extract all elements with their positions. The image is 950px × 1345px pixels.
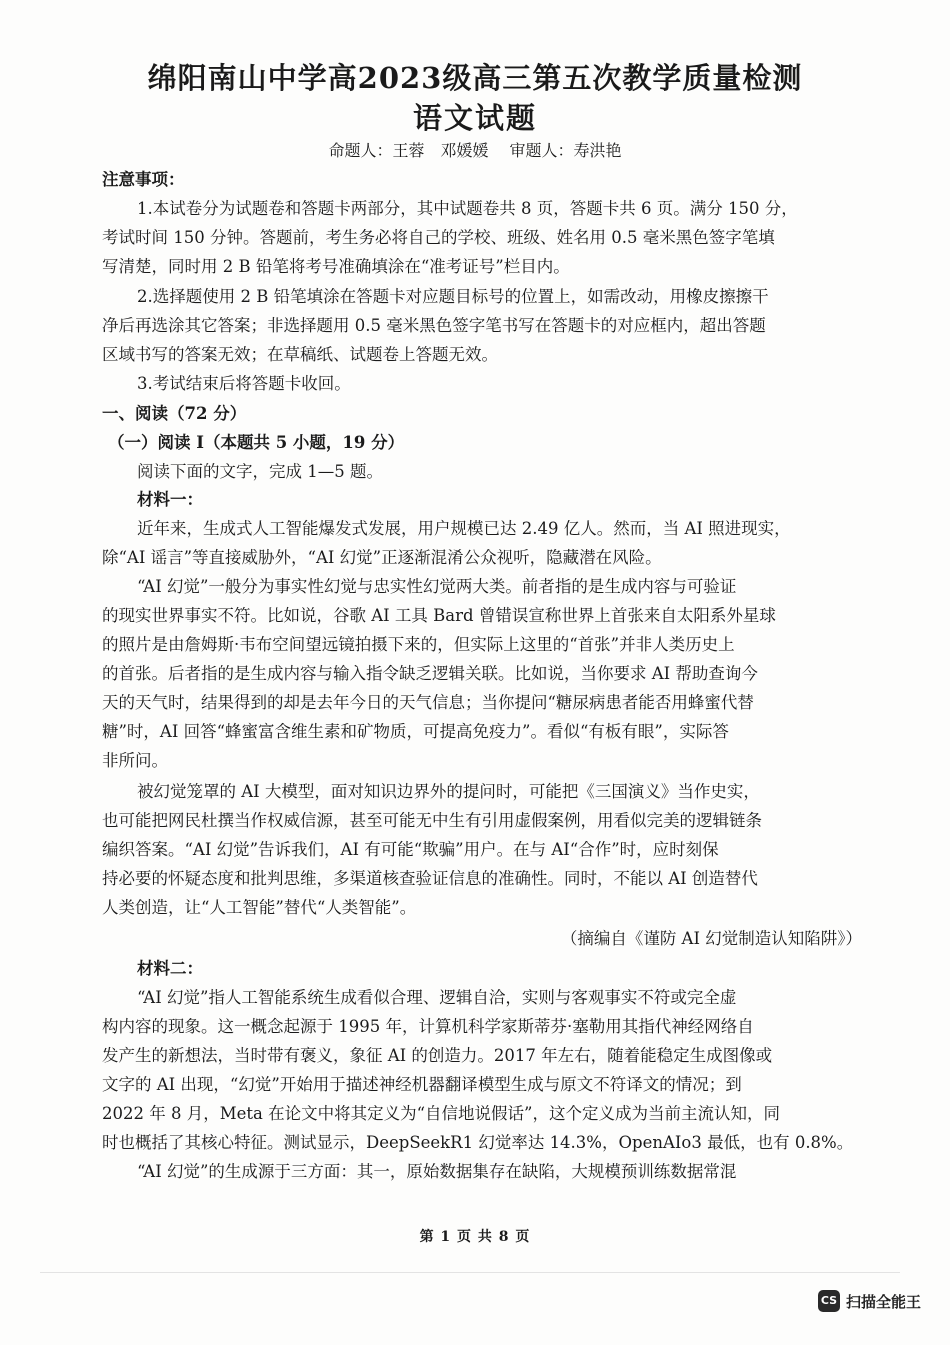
material1-line: 持必要的怀疑态度和批判思维，多渠道核查验证信息的准确性。同时，不能以 AI 创造替代 bbox=[102, 869, 758, 888]
material1-line: 人类创造，让“人工智能”替代“人类智能”。 bbox=[102, 898, 417, 917]
material1-label: 材料一： bbox=[137, 490, 203, 509]
section-heading: 一、阅读（72 分） bbox=[102, 404, 247, 423]
setter-names: 命题人：王蓉 邓媛媛 bbox=[328, 141, 489, 160]
material2-line: “AI 幻觉”指人工智能系统生成看似合理、逻辑自洽，实则与客观事实不符或完全虚 bbox=[137, 988, 737, 1007]
notice-heading: 注意事项： bbox=[102, 170, 185, 189]
subsection-heading: （一）阅读 I（本题共 5 小题，19 分） bbox=[108, 433, 405, 452]
material2-line: 文字的 AI 出现，“幻觉”开始用于描述神经机器翻译模型生成与原文不符译文的情况；到 bbox=[102, 1075, 742, 1094]
page-subtitle: 语文试题 bbox=[412, 101, 537, 135]
material1-line: 非所问。 bbox=[102, 751, 168, 770]
material2-line: 2022 年 8 月，Meta 在论文中将其定义为“自信地说假话”，这个定义成为当前主流认知，同 bbox=[102, 1104, 780, 1123]
material1-line: 的现实世界事实不符。比如说，谷歌 AI 工具 Bard 曾错误宣称世界上首张来自太阳系外星球 bbox=[102, 606, 776, 625]
notice-line: 1.本试卷分为试题卷和答题卡两部分，其中试题卷共 8 页，答题卡共 6 页。满分 150 分， bbox=[137, 199, 798, 218]
material1-line: 被幻觉笼罩的 AI 大模型，面对知识边界外的提问时，可能把《三国演义》当作史实， bbox=[137, 782, 760, 801]
page-title: 绵阳南山中学高2023级高三第五次教学质量检测 bbox=[147, 61, 803, 95]
material2-line: 构内容的现象。这一概念起源于 1995 年，计算机科学家斯蒂芬·塞勒用其指代神经网络自 bbox=[102, 1017, 754, 1036]
page-number: 第 1 页 共 8 页 bbox=[419, 1229, 531, 1245]
footer-divider bbox=[40, 1272, 900, 1273]
material2-line: “AI 幻觉”的生成源于三方面：其一，原始数据集存在缺陷，大规模预训练数据常混 bbox=[137, 1162, 737, 1181]
material1-line: 天的天气时，结果得到的却是去年今日的天气信息；当你提问“糖尿病患者能否用蜂蜜代替 bbox=[102, 693, 754, 712]
notice-line: 2.选择题使用 2 B 铅笔填涂在答题卡对应题目标号的位置上，如需改动，用橡皮擦擦干 bbox=[137, 287, 769, 306]
material1-line: 的首张。后者指的是生成内容与输入指令缺乏逻辑关联。比如说，当你要求 AI 帮助查询今 bbox=[102, 664, 758, 683]
scanner-watermark bbox=[818, 1290, 921, 1312]
material1-line: “AI 幻觉”一般分为事实性幻觉与忠实性幻觉两大类。前者指的是生成内容与可验证 bbox=[137, 577, 737, 596]
material1-line: 糖”时，AI 回答“蜂蜜富含维生素和矿物质，可提高免疫力”。看似“有板有眼”，实际答 bbox=[102, 722, 729, 741]
camscanner-logo-icon: CS bbox=[818, 1290, 840, 1312]
notice-line: 区域书写的答案无效；在草稿纸、试题卷上答题无效。 bbox=[102, 345, 498, 364]
material1-line: 也可能把网民杜撰当作权威信源，甚至可能无中生有引用虚假案例，用看似完美的逻辑链条 bbox=[102, 811, 762, 830]
material1-line: 近年来，生成式人工智能爆发式发展，用户规模已达 2.49 亿人。然而，当 AI 照进现实， bbox=[137, 519, 791, 538]
material1-line: 除“AI 谣言”等直接威胁外，“AI 幻觉”正逐渐混淆公众视听，隐藏潜在风险。 bbox=[102, 548, 662, 567]
notice-line: 写清楚，同时用 2 B 铅笔将考号准确填涂在“准考证号”栏目内。 bbox=[102, 257, 570, 276]
reviewer-name: 审题人：寿洪艳 bbox=[509, 141, 622, 160]
scanner-name: 扫描全能王 bbox=[846, 1292, 922, 1311]
material2-line: 发产生的新想法，当时带有褒义，象征 AI 的创造力。2017 年左右，随着能稳定生成图像或 bbox=[102, 1046, 773, 1065]
material1-line: 的照片是由詹姆斯·韦布空间望远镜拍摄下来的，但实际上这里的“首张”并非人类历史上 bbox=[102, 635, 735, 654]
material1-line: 编织答案。“AI 幻觉”告诉我们，AI 有可能“欺骗”用户。在与 AI“合作”时，应时刻保 bbox=[102, 840, 719, 859]
notice-line: 考试时间 150 分钟。答题前，考生务必将自己的学校、班级、姓名用 0.5 毫米黑色签字笔填 bbox=[102, 228, 775, 247]
notice-line: 净后再选涂其它答案；非选择题用 0.5 毫米黑色签字笔书写在答题卡的对应框内，超出答题 bbox=[102, 316, 766, 335]
authors-line bbox=[0, 140, 950, 162]
instruction-text: 阅读下面的文字，完成 1—5 题。 bbox=[137, 462, 383, 481]
material2-line: 时也概括了其核心特征。测试显示，DeepSeekR1 幻觉率达 14.3%，OpenAIo3 最低，也有 0.8%。 bbox=[102, 1133, 854, 1152]
notice-line: 3.考试结束后将答题卡收回。 bbox=[137, 374, 351, 393]
material1-source: （摘编自《谨防 AI 幻觉制造认知陷阱》） bbox=[560, 929, 862, 948]
material2-label: 材料二： bbox=[137, 959, 203, 978]
